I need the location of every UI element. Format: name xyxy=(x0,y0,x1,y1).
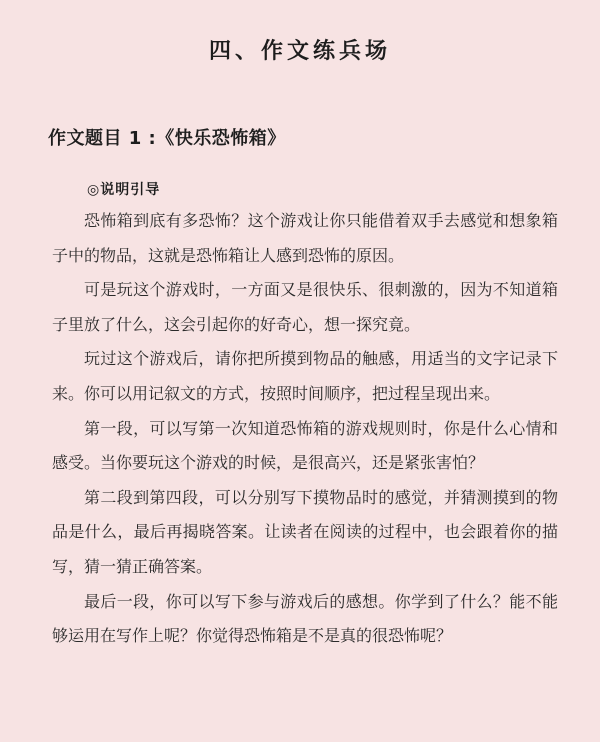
paragraph: 恐怖箱到底有多恐怖？这个游戏让你只能借着双手去感觉和想象箱子中的物品，这就是恐怖箱让人感到恐怖的原因。 xyxy=(52,211,558,265)
paragraph: 玩过这个游戏后，请你把所摸到物品的触感，用适当的文字记录下来。你可以用记叙文的方式，按照时间顺序，把过程呈现出来。 xyxy=(52,349,558,403)
paragraph: 第二段到第四段，可以分别写下摸物品时的感觉，并猜测摸到的物品是什么，最后再揭晓答案。让读者在阅读的过程中，也会跟着你的描写，猜一猜正确答案。 xyxy=(52,487,558,576)
paragraph: 可是玩这个游戏时，一方面又是很快乐、很刺激的，因为不知道箱子里放了什么，这会引起你的好奇心，想一探究竟。 xyxy=(52,280,558,334)
paragraph: 最后一段，你可以写下参与游戏后的感想。你学到了什么？能不能够运用在写作上呢？你觉得恐怖箱是不是真的很恐怖呢？ xyxy=(52,591,558,646)
guide-body xyxy=(52,204,558,654)
essay-title: 作文题目 1 :《快乐恐怖箱》 xyxy=(48,128,286,149)
section-title: 四、作文练兵场 xyxy=(208,38,391,64)
guide-label: ◎说明引导 xyxy=(87,182,161,198)
paragraph: 第一段，可以写第一次知道恐怖箱的游戏规则时，你是什么心情和感受。当你要玩这个游戏的时候，是很高兴，还是紧张害怕？ xyxy=(52,418,558,473)
